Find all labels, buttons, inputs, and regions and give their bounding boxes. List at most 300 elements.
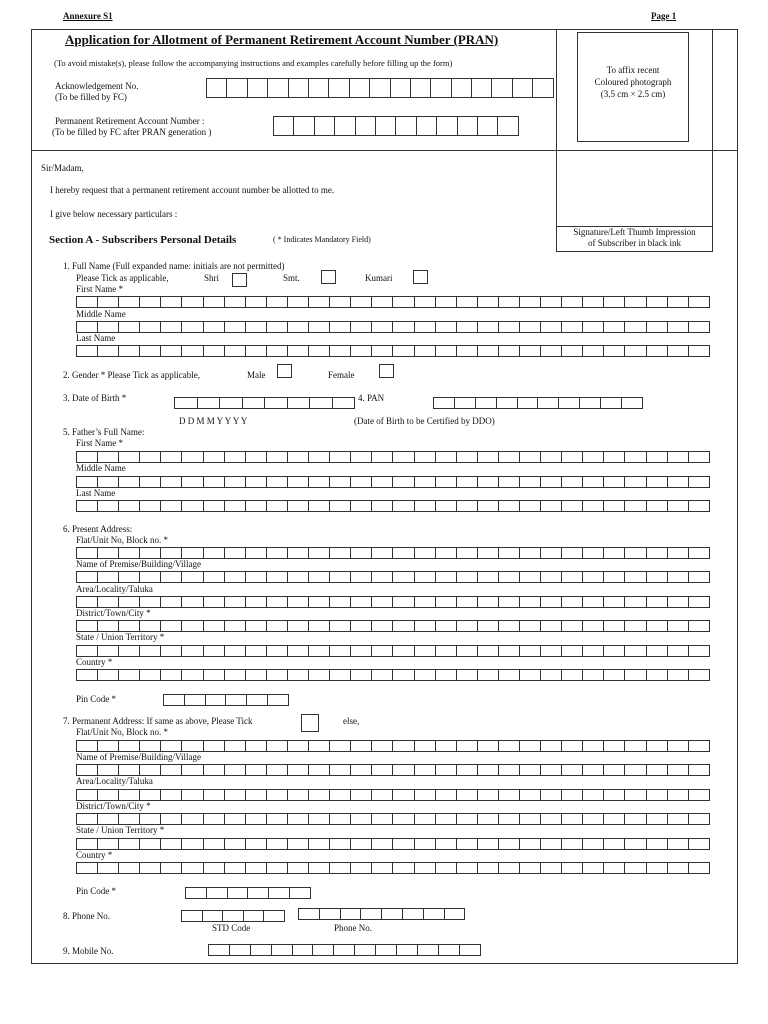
char-cell[interactable]: [436, 789, 457, 801]
char-cell[interactable]: [415, 476, 436, 488]
char-cell[interactable]: [320, 908, 341, 920]
char-cell[interactable]: [668, 571, 689, 583]
char-cell[interactable]: [583, 476, 604, 488]
char-cell[interactable]: [583, 500, 604, 512]
char-cell[interactable]: [415, 500, 436, 512]
char-cell[interactable]: [411, 78, 431, 98]
char-cell[interactable]: [478, 669, 499, 681]
char-cell[interactable]: [225, 596, 246, 608]
char-cell[interactable]: [541, 862, 562, 874]
char-cell[interactable]: [225, 789, 246, 801]
char-cell[interactable]: [372, 645, 393, 657]
char-cell[interactable]: [647, 862, 668, 874]
char-cell[interactable]: [77, 296, 98, 308]
char-cell[interactable]: [98, 838, 119, 850]
char-cell[interactable]: [541, 547, 562, 559]
char-cell[interactable]: [161, 645, 182, 657]
char-cell[interactable]: [288, 764, 309, 776]
char-cell[interactable]: [182, 813, 203, 825]
char-cell[interactable]: [140, 740, 161, 752]
q6-district-boxes[interactable]: [76, 620, 710, 632]
char-cell[interactable]: [668, 740, 689, 752]
char-cell[interactable]: [455, 397, 476, 409]
char-cell[interactable]: [225, 321, 246, 333]
char-cell[interactable]: [161, 571, 182, 583]
char-cell[interactable]: [625, 789, 646, 801]
char-cell[interactable]: [689, 862, 710, 874]
char-cell[interactable]: [246, 547, 267, 559]
char-cell[interactable]: [98, 740, 119, 752]
char-cell[interactable]: [309, 669, 330, 681]
char-cell[interactable]: [204, 345, 225, 357]
char-cell[interactable]: [77, 764, 98, 776]
char-cell[interactable]: [604, 321, 625, 333]
char-cell[interactable]: [244, 910, 265, 922]
char-cell[interactable]: [341, 908, 362, 920]
char-cell[interactable]: [98, 571, 119, 583]
char-cell[interactable]: [225, 571, 246, 583]
char-cell[interactable]: [583, 345, 604, 357]
char-cell[interactable]: [98, 764, 119, 776]
char-cell[interactable]: [309, 296, 330, 308]
char-cell[interactable]: [204, 669, 225, 681]
char-cell[interactable]: [647, 571, 668, 583]
char-cell[interactable]: [604, 838, 625, 850]
char-cell[interactable]: [267, 321, 288, 333]
char-cell[interactable]: [498, 116, 518, 136]
char-cell[interactable]: [246, 645, 267, 657]
char-cell[interactable]: [119, 596, 140, 608]
char-cell[interactable]: [457, 296, 478, 308]
char-cell[interactable]: [225, 764, 246, 776]
char-cell[interactable]: [647, 645, 668, 657]
char-cell[interactable]: [225, 500, 246, 512]
char-cell[interactable]: [330, 813, 351, 825]
char-cell[interactable]: [161, 596, 182, 608]
char-cell[interactable]: [77, 500, 98, 512]
char-cell[interactable]: [478, 547, 499, 559]
char-cell[interactable]: [625, 476, 646, 488]
char-cell[interactable]: [140, 500, 161, 512]
char-cell[interactable]: [499, 669, 520, 681]
char-cell[interactable]: [668, 321, 689, 333]
char-cell[interactable]: [182, 620, 203, 632]
char-cell[interactable]: [625, 669, 646, 681]
char-cell[interactable]: [161, 789, 182, 801]
char-cell[interactable]: [604, 789, 625, 801]
char-cell[interactable]: [520, 764, 541, 776]
char-cell[interactable]: [309, 596, 330, 608]
char-cell[interactable]: [668, 476, 689, 488]
char-cell[interactable]: [267, 451, 288, 463]
char-cell[interactable]: [382, 908, 403, 920]
char-cell[interactable]: [499, 547, 520, 559]
char-cell[interactable]: [268, 78, 288, 98]
char-cell[interactable]: [647, 476, 668, 488]
char-cell[interactable]: [647, 547, 668, 559]
char-cell[interactable]: [119, 740, 140, 752]
char-cell[interactable]: [625, 296, 646, 308]
char-cell[interactable]: [415, 620, 436, 632]
char-cell[interactable]: [393, 813, 414, 825]
char-cell[interactable]: [458, 116, 478, 136]
char-cell[interactable]: [98, 451, 119, 463]
char-cell[interactable]: [625, 345, 646, 357]
char-cell[interactable]: [330, 620, 351, 632]
char-cell[interactable]: [604, 571, 625, 583]
char-cell[interactable]: [520, 669, 541, 681]
char-cell[interactable]: [288, 645, 309, 657]
char-cell[interactable]: [520, 296, 541, 308]
char-cell[interactable]: [204, 740, 225, 752]
char-cell[interactable]: [622, 397, 643, 409]
char-cell[interactable]: [668, 451, 689, 463]
char-cell[interactable]: [161, 296, 182, 308]
char-cell[interactable]: [186, 887, 207, 899]
char-cell[interactable]: [267, 596, 288, 608]
char-cell[interactable]: [267, 862, 288, 874]
q7-flat-boxes[interactable]: [76, 740, 710, 752]
char-cell[interactable]: [334, 944, 355, 956]
char-cell[interactable]: [604, 645, 625, 657]
char-cell[interactable]: [520, 345, 541, 357]
char-cell[interactable]: [182, 669, 203, 681]
char-cell[interactable]: [288, 547, 309, 559]
char-cell[interactable]: [415, 813, 436, 825]
char-cell[interactable]: [393, 764, 414, 776]
char-cell[interactable]: [647, 620, 668, 632]
char-cell[interactable]: [583, 296, 604, 308]
char-cell[interactable]: [330, 571, 351, 583]
char-cell[interactable]: [541, 813, 562, 825]
char-cell[interactable]: [77, 838, 98, 850]
char-cell[interactable]: [497, 397, 518, 409]
char-cell[interactable]: [393, 596, 414, 608]
char-cell[interactable]: [583, 789, 604, 801]
mobile-number-boxes[interactable]: [208, 944, 481, 956]
char-cell[interactable]: [372, 476, 393, 488]
char-cell[interactable]: [309, 838, 330, 850]
char-cell[interactable]: [647, 451, 668, 463]
char-cell[interactable]: [604, 500, 625, 512]
char-cell[interactable]: [689, 345, 710, 357]
char-cell[interactable]: [625, 862, 646, 874]
char-cell[interactable]: [351, 764, 372, 776]
char-cell[interactable]: [315, 116, 335, 136]
char-cell[interactable]: [436, 571, 457, 583]
char-cell[interactable]: [562, 451, 583, 463]
char-cell[interactable]: [668, 838, 689, 850]
char-cell[interactable]: [559, 397, 580, 409]
char-cell[interactable]: [668, 764, 689, 776]
char-cell[interactable]: [309, 500, 330, 512]
char-cell[interactable]: [393, 862, 414, 874]
char-cell[interactable]: [625, 764, 646, 776]
char-cell[interactable]: [356, 116, 376, 136]
char-cell[interactable]: [689, 838, 710, 850]
char-cell[interactable]: [119, 645, 140, 657]
char-cell[interactable]: [225, 740, 246, 752]
char-cell[interactable]: [267, 764, 288, 776]
char-cell[interactable]: [492, 78, 512, 98]
char-cell[interactable]: [351, 596, 372, 608]
char-cell[interactable]: [288, 838, 309, 850]
char-cell[interactable]: [161, 547, 182, 559]
char-cell[interactable]: [583, 596, 604, 608]
char-cell[interactable]: [376, 116, 396, 136]
char-cell[interactable]: [689, 321, 710, 333]
char-cell[interactable]: [372, 571, 393, 583]
char-cell[interactable]: [225, 296, 246, 308]
char-cell[interactable]: [625, 547, 646, 559]
q7-pin-boxes[interactable]: [185, 887, 311, 899]
char-cell[interactable]: [98, 596, 119, 608]
char-cell[interactable]: [499, 345, 520, 357]
char-cell[interactable]: [248, 78, 268, 98]
char-cell[interactable]: [246, 476, 267, 488]
char-cell[interactable]: [436, 500, 457, 512]
char-cell[interactable]: [248, 887, 269, 899]
char-cell[interactable]: [668, 596, 689, 608]
char-cell[interactable]: [246, 596, 267, 608]
char-cell[interactable]: [119, 789, 140, 801]
char-cell[interactable]: [668, 669, 689, 681]
char-cell[interactable]: [223, 910, 244, 922]
char-cell[interactable]: [161, 500, 182, 512]
char-cell[interactable]: [77, 862, 98, 874]
char-cell[interactable]: [436, 764, 457, 776]
char-cell[interactable]: [330, 669, 351, 681]
char-cell[interactable]: [689, 547, 710, 559]
char-cell[interactable]: [393, 296, 414, 308]
q6-state-boxes[interactable]: [76, 645, 710, 657]
char-cell[interactable]: [415, 645, 436, 657]
char-cell[interactable]: [478, 645, 499, 657]
char-cell[interactable]: [77, 620, 98, 632]
char-cell[interactable]: [689, 645, 710, 657]
char-cell[interactable]: [436, 838, 457, 850]
char-cell[interactable]: [415, 296, 436, 308]
char-cell[interactable]: [161, 476, 182, 488]
char-cell[interactable]: [393, 547, 414, 559]
char-cell[interactable]: [601, 397, 622, 409]
char-cell[interactable]: [625, 813, 646, 825]
char-cell[interactable]: [393, 321, 414, 333]
char-cell[interactable]: [309, 789, 330, 801]
char-cell[interactable]: [351, 345, 372, 357]
char-cell[interactable]: [98, 500, 119, 512]
char-cell[interactable]: [140, 451, 161, 463]
char-cell[interactable]: [204, 862, 225, 874]
char-cell[interactable]: [436, 740, 457, 752]
char-cell[interactable]: [403, 908, 424, 920]
char-cell[interactable]: [562, 813, 583, 825]
char-cell[interactable]: [625, 740, 646, 752]
char-cell[interactable]: [499, 813, 520, 825]
char-cell[interactable]: [689, 620, 710, 632]
char-cell[interactable]: [604, 764, 625, 776]
char-cell[interactable]: [689, 476, 710, 488]
char-cell[interactable]: [668, 620, 689, 632]
q7-country-boxes[interactable]: [76, 862, 710, 874]
char-cell[interactable]: [267, 645, 288, 657]
char-cell[interactable]: [246, 500, 267, 512]
char-cell[interactable]: [119, 321, 140, 333]
char-cell[interactable]: [415, 451, 436, 463]
char-cell[interactable]: [351, 571, 372, 583]
char-cell[interactable]: [415, 321, 436, 333]
char-cell[interactable]: [175, 397, 198, 409]
char-cell[interactable]: [393, 789, 414, 801]
char-cell[interactable]: [355, 944, 376, 956]
char-cell[interactable]: [541, 669, 562, 681]
char-cell[interactable]: [689, 500, 710, 512]
char-cell[interactable]: [246, 813, 267, 825]
char-cell[interactable]: [372, 596, 393, 608]
kumari-checkbox[interactable]: [413, 270, 428, 284]
char-cell[interactable]: [372, 345, 393, 357]
char-cell[interactable]: [452, 78, 472, 98]
char-cell[interactable]: [119, 451, 140, 463]
char-cell[interactable]: [434, 397, 455, 409]
char-cell[interactable]: [246, 296, 267, 308]
char-cell[interactable]: [309, 571, 330, 583]
char-cell[interactable]: [330, 476, 351, 488]
char-cell[interactable]: [499, 296, 520, 308]
char-cell[interactable]: [668, 296, 689, 308]
char-cell[interactable]: [182, 862, 203, 874]
char-cell[interactable]: [647, 345, 668, 357]
char-cell[interactable]: [161, 740, 182, 752]
char-cell[interactable]: [161, 813, 182, 825]
char-cell[interactable]: [267, 813, 288, 825]
char-cell[interactable]: [203, 910, 224, 922]
char-cell[interactable]: [185, 694, 206, 706]
char-cell[interactable]: [372, 740, 393, 752]
char-cell[interactable]: [604, 669, 625, 681]
char-cell[interactable]: [207, 887, 228, 899]
char-cell[interactable]: [265, 397, 288, 409]
char-cell[interactable]: [77, 669, 98, 681]
q6-area-boxes[interactable]: [76, 596, 710, 608]
char-cell[interactable]: [538, 397, 559, 409]
char-cell[interactable]: [140, 596, 161, 608]
char-cell[interactable]: [119, 838, 140, 850]
char-cell[interactable]: [583, 451, 604, 463]
char-cell[interactable]: [647, 321, 668, 333]
char-cell[interactable]: [225, 345, 246, 357]
char-cell[interactable]: [182, 764, 203, 776]
char-cell[interactable]: [415, 862, 436, 874]
char-cell[interactable]: [351, 547, 372, 559]
char-cell[interactable]: [228, 887, 249, 899]
char-cell[interactable]: [436, 596, 457, 608]
char-cell[interactable]: [98, 669, 119, 681]
char-cell[interactable]: [562, 547, 583, 559]
char-cell[interactable]: [140, 862, 161, 874]
char-cell[interactable]: [436, 476, 457, 488]
char-cell[interactable]: [272, 944, 293, 956]
q7-area-boxes[interactable]: [76, 789, 710, 801]
char-cell[interactable]: [580, 397, 601, 409]
char-cell[interactable]: [119, 764, 140, 776]
char-cell[interactable]: [689, 596, 710, 608]
char-cell[interactable]: [457, 862, 478, 874]
char-cell[interactable]: [520, 813, 541, 825]
char-cell[interactable]: [294, 116, 314, 136]
char-cell[interactable]: [520, 451, 541, 463]
char-cell[interactable]: [309, 78, 329, 98]
char-cell[interactable]: [309, 764, 330, 776]
char-cell[interactable]: [225, 620, 246, 632]
char-cell[interactable]: [393, 740, 414, 752]
char-cell[interactable]: [647, 740, 668, 752]
char-cell[interactable]: [267, 838, 288, 850]
char-cell[interactable]: [204, 500, 225, 512]
char-cell[interactable]: [436, 296, 457, 308]
char-cell[interactable]: [604, 547, 625, 559]
char-cell[interactable]: [330, 740, 351, 752]
char-cell[interactable]: [290, 887, 311, 899]
char-cell[interactable]: [457, 740, 478, 752]
char-cell[interactable]: [583, 764, 604, 776]
char-cell[interactable]: [161, 764, 182, 776]
char-cell[interactable]: [293, 944, 314, 956]
char-cell[interactable]: [119, 547, 140, 559]
char-cell[interactable]: [370, 78, 390, 98]
char-cell[interactable]: [436, 645, 457, 657]
char-cell[interactable]: [476, 397, 497, 409]
char-cell[interactable]: [541, 571, 562, 583]
char-cell[interactable]: [309, 345, 330, 357]
char-cell[interactable]: [436, 547, 457, 559]
char-cell[interactable]: [288, 321, 309, 333]
char-cell[interactable]: [330, 789, 351, 801]
char-cell[interactable]: [436, 620, 457, 632]
char-cell[interactable]: [267, 296, 288, 308]
char-cell[interactable]: [309, 620, 330, 632]
char-cell[interactable]: [204, 620, 225, 632]
char-cell[interactable]: [583, 838, 604, 850]
q6-country-boxes[interactable]: [76, 669, 710, 681]
char-cell[interactable]: [689, 451, 710, 463]
char-cell[interactable]: [77, 596, 98, 608]
char-cell[interactable]: [393, 451, 414, 463]
char-cell[interactable]: [457, 476, 478, 488]
char-cell[interactable]: [562, 645, 583, 657]
char-cell[interactable]: [288, 345, 309, 357]
char-cell[interactable]: [267, 789, 288, 801]
char-cell[interactable]: [209, 944, 230, 956]
char-cell[interactable]: [246, 571, 267, 583]
char-cell[interactable]: [436, 669, 457, 681]
char-cell[interactable]: [647, 500, 668, 512]
char-cell[interactable]: [267, 669, 288, 681]
char-cell[interactable]: [668, 547, 689, 559]
char-cell[interactable]: [98, 321, 119, 333]
char-cell[interactable]: [351, 740, 372, 752]
char-cell[interactable]: [562, 345, 583, 357]
char-cell[interactable]: [225, 645, 246, 657]
char-cell[interactable]: [372, 500, 393, 512]
char-cell[interactable]: [140, 547, 161, 559]
char-cell[interactable]: [119, 500, 140, 512]
char-cell[interactable]: [351, 500, 372, 512]
char-cell[interactable]: [393, 669, 414, 681]
char-cell[interactable]: [376, 944, 397, 956]
char-cell[interactable]: [182, 345, 203, 357]
char-cell[interactable]: [140, 476, 161, 488]
